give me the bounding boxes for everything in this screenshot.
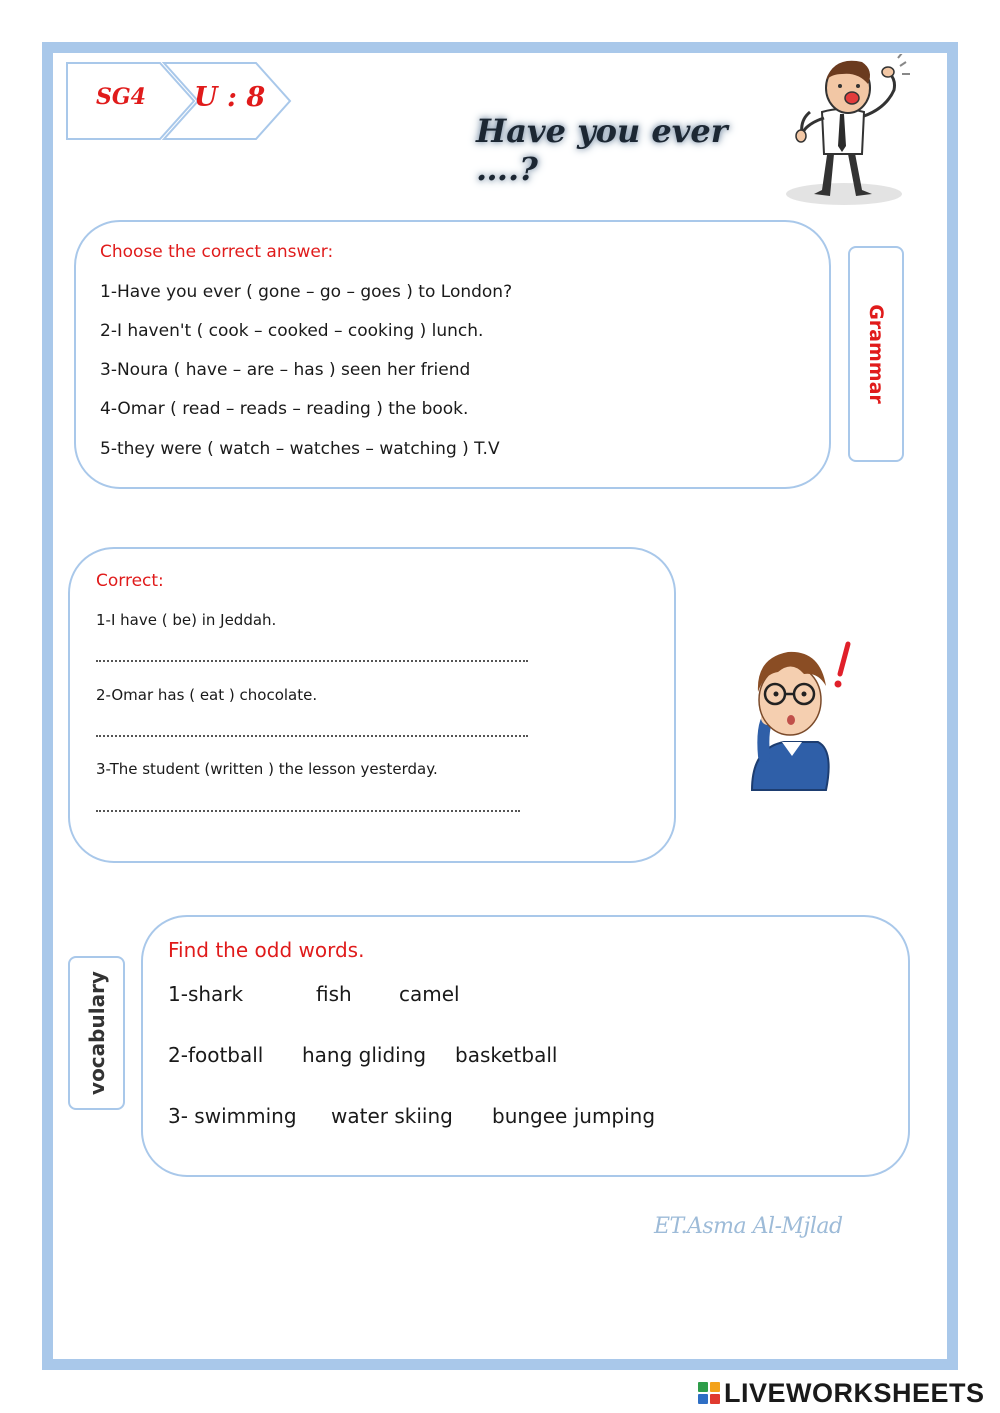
liveworksheets-logo-icon bbox=[698, 1382, 720, 1404]
odd-word-3-1: 3- swimming bbox=[168, 1104, 297, 1128]
odd-word-3-3: bungee jumping bbox=[492, 1104, 656, 1128]
thinking-boy-illustration bbox=[738, 630, 864, 792]
correct-item-1: 1-I have ( be) in Jeddah. bbox=[96, 611, 277, 629]
grammar-question-4: 4-Omar ( read – reads – reading ) the book. bbox=[100, 399, 469, 419]
odd-word-2-3: basketball bbox=[455, 1043, 558, 1067]
odd-word-1-3: camel bbox=[399, 982, 460, 1006]
odd-word-2-2: hang gliding bbox=[302, 1043, 427, 1067]
answer-line-1[interactable] bbox=[96, 660, 528, 662]
liveworksheets-brand: LIVEWORKSHEETS bbox=[724, 1378, 985, 1408]
grammar-tab bbox=[848, 246, 904, 462]
correct-box bbox=[68, 547, 676, 863]
grammar-heading: Choose the correct answer: bbox=[100, 242, 334, 262]
odd-word-3-2: water skiing bbox=[331, 1104, 453, 1128]
liveworksheets-logo[interactable] bbox=[698, 1378, 994, 1408]
unit-label: U : 8 bbox=[194, 82, 266, 113]
odd-word-1-1: 1-shark bbox=[168, 982, 244, 1006]
correct-item-2: 2-Omar has ( eat ) chocolate. bbox=[96, 686, 318, 704]
grammar-question-2: 2-I haven't ( cook – cooked – cooking ) lunch. bbox=[100, 321, 484, 341]
correct-item-3: 3-The student (written ) the lesson yesterday. bbox=[96, 760, 438, 778]
author-signature: ET.Asma Al-Mjlad bbox=[654, 1214, 843, 1239]
level-code: SG4 bbox=[96, 84, 146, 110]
grammar-tab-label: Grammar bbox=[865, 304, 887, 404]
grammar-question-5: 5-they were ( watch – watches – watching ) T.V bbox=[100, 439, 500, 459]
grammar-question-1: 1-Have you ever ( gone – go – goes ) to London? bbox=[100, 282, 513, 302]
vocabulary-tab-label: vocabulary bbox=[84, 971, 109, 1095]
vocabulary-tab bbox=[68, 956, 125, 1110]
grammar-question-3: 3-Noura ( have – are – has ) seen her friend bbox=[100, 360, 471, 380]
stressed-man-illustration bbox=[782, 54, 922, 210]
vocabulary-heading: Find the odd words. bbox=[168, 938, 365, 962]
answer-line-2[interactable] bbox=[96, 735, 528, 737]
page-title: Have you ever ….? bbox=[476, 112, 728, 188]
correct-heading: Correct: bbox=[96, 571, 164, 591]
odd-word-2-1: 2-football bbox=[168, 1043, 264, 1067]
odd-word-1-2: fish bbox=[316, 982, 352, 1006]
answer-line-3[interactable] bbox=[96, 810, 520, 812]
